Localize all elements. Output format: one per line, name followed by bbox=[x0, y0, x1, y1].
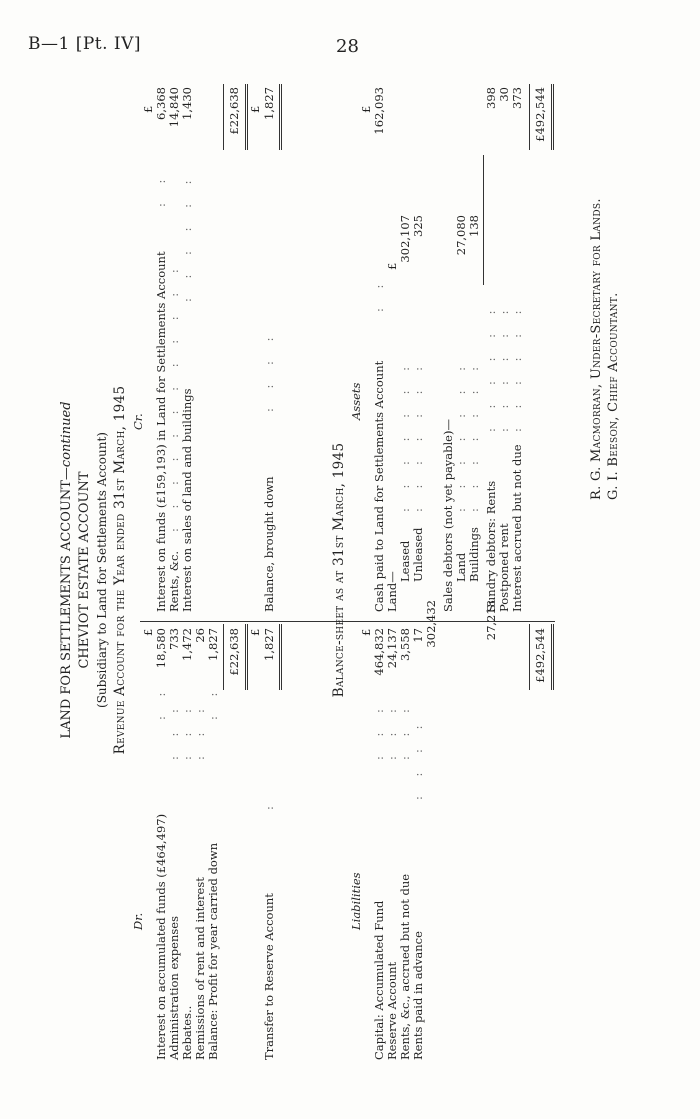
title-subsidiary: (Subsidiary to Land for Settlements Account) bbox=[95, 432, 109, 708]
bs-divider bbox=[360, 621, 555, 622]
rev-credit-double-rule bbox=[245, 84, 248, 150]
title-estate: CHEVIOT ESTATE ACCOUNT bbox=[77, 471, 92, 669]
asset-land-subtotal: 302,432 bbox=[424, 600, 438, 648]
title-main bbox=[60, 80, 73, 1060]
liabilities-label: Liabilities bbox=[349, 872, 363, 930]
header-left: B—1 [Pt. IV] bbox=[28, 34, 142, 54]
title-line1: LAND FOR SETTLEMENTS ACCOUNT— bbox=[59, 467, 74, 739]
brought-down-double-rule bbox=[279, 84, 282, 150]
title-revenue: Revenue Account for the Year ended 31st March, 1945 bbox=[112, 385, 128, 755]
signature-under-secretary: R. G. Macmorran, Under-Secretary for Lands. bbox=[589, 198, 604, 500]
bs-asset-total: £492,544 bbox=[533, 87, 547, 142]
rev-credit-total: £22,638 bbox=[227, 87, 241, 135]
rev-debit-total: £22,638 bbox=[227, 628, 241, 676]
cr-label: Cr. bbox=[131, 413, 145, 430]
bs-liab-double-rule bbox=[551, 624, 554, 690]
bs-liab-currency: £ bbox=[359, 628, 373, 636]
asset-sales-rule bbox=[483, 155, 484, 285]
bs-liab-total: £492,544 bbox=[533, 628, 547, 683]
bs-liab-rule bbox=[529, 624, 530, 690]
assets-label: Assets bbox=[349, 382, 363, 420]
rev-debit-currency: £ bbox=[141, 628, 155, 636]
transfer-double-rule bbox=[279, 624, 282, 690]
bs-asset-currency: £ bbox=[359, 105, 373, 113]
bs-asset-rule bbox=[529, 84, 530, 150]
rev-credit-rule bbox=[223, 84, 224, 150]
rev-debit-rule bbox=[223, 624, 224, 690]
rev-debit-currency-2: £ bbox=[248, 628, 262, 636]
rev-credit-currency-2: £ bbox=[248, 105, 262, 113]
page-number: 28 bbox=[336, 36, 359, 57]
bs-asset-double-rule bbox=[551, 84, 554, 150]
dr-label: Dr. bbox=[131, 912, 145, 930]
rotated-statement: LAND FOR SETTLEMENTS ACCOUNT—continued CHEVIOT ESTATE ACCOUNT (Subsidiary to Land for Settlements Account) Revenue Account for the Year ended 31st March, 1945 Dr. Cr. £ £ Interest on accumulated funds (£464,497) : : 18,580 Administration expenses : : : 733 Rebates.. : : : 1,472 Remissions of rent and interest : : : 26 Balance: Profit for year carried down : : 1,827 £22,638 Interest on funds (£159,193) in Land for Settlements Account : : 6,368 Rents, &c. : : : : : : : : : : : : 14,840 Interest on sales of land and buildings : : : : : : 1,430 £22,638 £ £ Transfer to Reserve Account : 1,827 Balance, brought down : : : : 1,827 Balance-sheet as at 31st March, 1945 Liabilities Assets £ £ Capital: Accumulated Fund : : : 464,832 Reserve Account : : : 24,137 Rents, &c., accrued but not due : : : 3,558 Rents paid in advance : : : : 17 Cash paid to Land for Settlements Account : : 162,093 Land— £ Leased : : : : : : : 302,107 Unleased : : : : : : : 325 302,432 Sales debtors (not yet payable)— Land : : : : : : : 27,080 Buildings : : : : : : : 138 27,218 Sundry debtors: Rents : : : : : : 398 Postponed rent : : : : : : 30 Interest accrued but not due : : : : : : 373 £492,544 £492,544 R. G. Macmorran, Under-Secretary for Lands. G. I. Beeson, Chief Accountant. bbox=[60, 80, 660, 1060]
signature-accountant: G. I. Beeson, Chief Accountant. bbox=[606, 292, 621, 500]
balance-title: Balance-sheet as at 31st March, 1945 bbox=[331, 442, 347, 698]
asset-sales-subtotal: 27,218 bbox=[484, 600, 498, 641]
title-continued: continued bbox=[59, 401, 74, 468]
rev-credit-currency: £ bbox=[141, 105, 155, 113]
